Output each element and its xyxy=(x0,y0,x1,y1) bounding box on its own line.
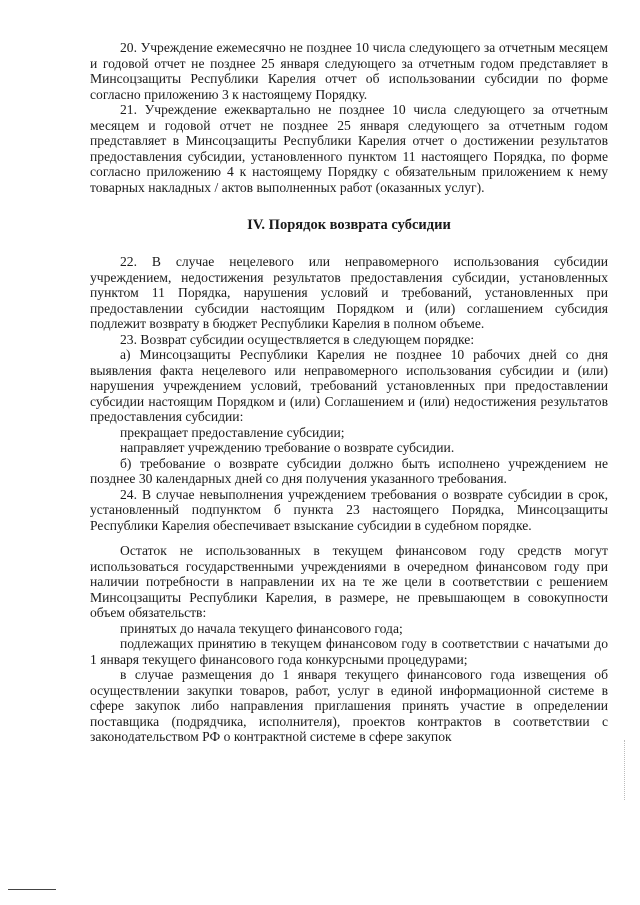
paragraph-20: 20. Учреждение ежемесячно не позднее 10 числа следующего за отчетным месяцем и годовой отчет не позднее 25 января следующего за отчетным годом представляет в Минсоцзащиты Республики Карелия отчет об использовании субсидии по форме согласно приложению 3 к настоящему Порядку. xyxy=(90,40,608,102)
footer-rule xyxy=(8,889,56,890)
paragraph-remainder: Остаток не использованных в текущем финансовом году средств могут использоваться государственными учреждениями в очередном финансовом году при наличии потребности в направлении их на те же цели в соответствии с решением Минсоцзащиты Республики Карелия, в размере, не превышающем в совокупности объем обязательств: xyxy=(90,543,608,620)
paragraph-23a-item-2: направляет учреждению требование о возврате субсидии. xyxy=(120,440,455,455)
paragraph-23b: б) требование о возврате субсидии должно быть исполнено учреждением не позднее 30 календарных дней со дня получения указанного требования. xyxy=(90,455,608,486)
paragraph-23a: а) Минсоцзащиты Республики Карелия не позднее 10 рабочих дней со дня выявления факта нецелевого или неправомерного использования субсидии и (или) нарушения учреждением условий, требований установленных при предоставлении субсидии настоящим Порядком и (или) Соглашением и (или) недостижения результатов предоставления субсидии: xyxy=(90,347,608,424)
paragraph-remainder-item-1: принятых до начала текущего финансового года; xyxy=(120,620,403,636)
paragraph-remainder-item-3: в случае размещения до 1 января текущего финансового года извещения об осуществлении закупки товаров, работ, услуг в единой информационной системе в сфере закупок либо направления приглашения принять участие в определении поставщика (подрядчика, исполнителя), проектов контрактов в соответствии с законодательством РФ о контрактной системе в сфере закупок xyxy=(90,667,608,744)
margin-marks xyxy=(624,740,627,800)
paragraph-23a-item-1: прекращает предоставление субсидии; xyxy=(120,424,345,440)
paragraph-21: 21. Учреждение ежеквартально не позднее 10 числа следующего за отчетным месяцем и годовой отчет не позднее 25 января следующего за отчетным годом представляет в Минсоцзащиты Республики Карелия отчет о достижении результатов предоставления субсидии, установленного пунктом 11 настоящего Порядка, по форме согласно приложению 4 к настоящему Порядку с обязательным приложением к нему товарных накладных / актов выполненных работ (оказанных услуг). xyxy=(90,102,608,195)
document-page xyxy=(90,40,608,745)
paragraph-22: 22. В случае нецелевого или неправомерного использования субсидии учреждением, недостижения результатов предоставления субсидии, установленных пунктом 11 Порядка, нарушения условий и требований, установленных при предоставлении субсидии настоящим Порядком и (или) соглашением субсидия подлежит возврату в бюджет Республики Карелия в полном объеме. xyxy=(90,254,608,331)
paragraph-23: 23. Возврат субсидии осуществляется в следующем порядке: xyxy=(120,331,475,347)
section-heading: IV. Порядок возврата субсидии xyxy=(247,217,451,233)
paragraph-24: 24. В случае невыполнения учреждением требования о возврате субсидии в срок, установленный подпунктом б пункта 23 настоящего Порядка, Минсоцзащиты Республики Карелия обеспечивает взыскание субсидии в судебном порядке. xyxy=(90,486,608,533)
paragraph-remainder-item-2: подлежащих принятию в текущем финансовом году в соответствии с начатыми до 1 января текущего финансового года конкурсными процедурами; xyxy=(90,636,608,667)
